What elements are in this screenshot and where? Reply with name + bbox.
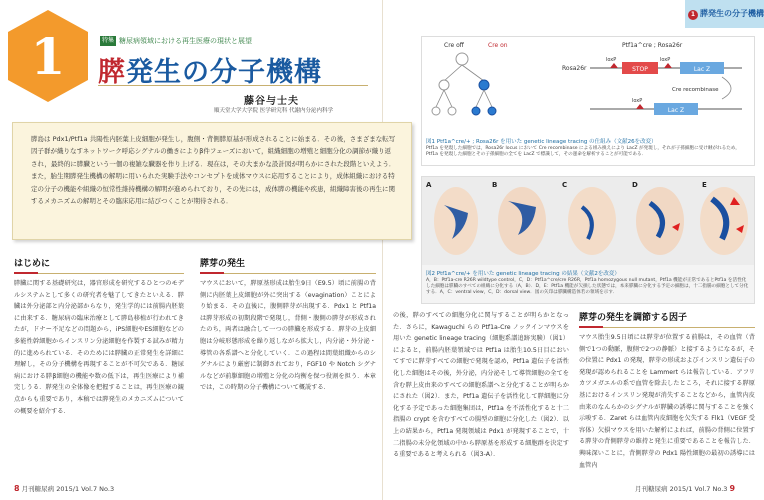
unlabeled-cell xyxy=(439,80,449,90)
figure-2-caption: A，B：Ptf1a-cre R26R wildtype control，C，D：Ptf1a^cre/cre R26R，Ptf1a homozygous null mutant，Ptf1a 機能が正常であるとPtf1a を活性化した細胞は膵臓のすべての組織に分化する（A，B）．D，E：Ptf1a 機能が欠損した状態では，本来膵臓に分化する予定の細胞は，十二指腸の細胞として分化する．A，C：ventral view，C，D：dorsal view．図の矢印は膵臓構造体若の領域を示す． xyxy=(426,278,749,295)
running-head xyxy=(688,8,764,20)
chapter-number-badge xyxy=(6,8,90,104)
cre-recombinase-label: Cre recombinase xyxy=(672,87,719,93)
abstract-box xyxy=(12,122,412,240)
factor-heading: 膵芽の発生を調節する因子 xyxy=(579,310,755,328)
author-name: 藤谷与士夫 xyxy=(244,96,299,107)
abstract-text: 膵島は Pdx1/Ptf1a 共陽性内胚葉上皮細胞が発生し，腹側・背側膵原基が形成されることに始まる．その後，さまざまな転写因子群が織りなすネットワーク呼応シグナルの働きによりβ件フェーズにおいて，組織細胞の増殖と細胞分化の調節が織り返され，最終的に膵臓という一個の複雑な臓器を作り上げる．現在は，その大まかな設計図が明らかにされた段階といえよう．また，胎生期膵発生機構の解明に用いられた実験手法やコンセプトを成体マウスに応用することにより，成体組織における特定の分子の機能や組織の恒常性維持機構の解明が進められており，その先には，成体膵の機能や疾患，組織障害後の再生に関するメカニズムの解明とその臨床応用に結びつくことが期待される． xyxy=(31,135,396,206)
panel-d-label: D xyxy=(632,181,638,189)
running-head-number: 1 xyxy=(688,10,698,20)
author-affiliation: 順天堂大学大学院 医学研究科 代謝内分泌内科学 xyxy=(214,108,333,114)
dev-heading: 膵芽の発生 xyxy=(200,256,376,274)
figure-1-diagram xyxy=(422,37,754,133)
labeled-cell xyxy=(479,80,489,90)
loxp-label-2: loxP xyxy=(660,57,671,63)
recombination-arrow xyxy=(722,77,731,99)
left-page-number: 8 xyxy=(14,484,20,493)
series-title: 糖尿病領域における再生医療の現状と展望 xyxy=(119,37,253,45)
panel-a-label: A xyxy=(426,181,432,189)
ptf1a-cre-label: Ptf1a^cre ; Rosa26r xyxy=(622,42,683,49)
lacz-label-1: Lac Z xyxy=(693,66,711,73)
figure-2-caption-title: 図2 Ptf1a^cre/+ を用いた genetic lineage tracing の結果（文献2を改変） xyxy=(426,271,620,277)
mid-body: の後，膵のすべての細胞分化に関与することが明らかとなった．さらに，Kawaguchi らの Ptf1a-Cre ノックインマウスを用いた genetic lineage tracing（細胞系譜追跡実験）（図1）によると，前腸内胚葉領域では Ptf1a は胎生10.5日目においてすでに膵芽すべての細胞で発現を認め，Ptf1a 遺伝子を活性化した細胞はその後，外分泌，内分泌そして導管細胞の全てを含む膵上皮由来のすべての細胞系譜へと分化することが明らかにされた（図2）．また，Ptf1a 遺伝子を活性化して膵細胞に分化する予定であった細胞集団は，Ptf1a を不活性化すると十二指腸の crypt を含むすべての腸型の細胞に分化した（図2）．以上の結果から，Ptf1a 発現領域は Pdx1 が発現することで，十二指腸の未分化領域の中から膵原基を形成する細胞群を決定する重要であると考えられる（図3-A）． xyxy=(393,312,569,459)
cre-on-label: Cre on xyxy=(488,42,508,49)
right-journal: 月刊糖尿病 2015/1 Vol.7 No.3 xyxy=(635,485,728,493)
left-journal: 月刊糖尿病 2015/1 Vol.7 No.3 xyxy=(21,485,115,493)
title-rest: 発生の分子機構 xyxy=(126,57,322,88)
figure-1-caption-title: 図1 Ptf1a^cre/+ ; Rosa26r を用いた genetic lineage tracing の仕組み（文献26を改変） xyxy=(426,139,657,145)
loxp-label-1: loxP xyxy=(606,57,617,63)
series-label xyxy=(100,36,252,46)
intro-heading: はじめに xyxy=(14,256,184,274)
stop-label: STOP xyxy=(632,66,648,73)
intro-body: 膵臓に関する基礎研究は，器官形成を研究するひとつのモデルシステムとして多くの研究者を魅了してきたといえる．膵臓は外分泌部と内分泌部からなり，発生学的には前腸内胚葉に由来する．糖尿病の臨床治療として膵島移植が行われてきたが，ドナー不足などの問題から，iPS細胞やES細胞などの多能性幹細胞からインスリン分泌細胞を作製する試みが精力的に進められている．そのためには膵臓の正常発生を詳細に理解し，その分子機構を再現することが不可欠である．糖尿病における膵β細胞の機能や数の低下は，再生医療により補完しうる．膵発生の全体像を把握することは，再生医療の観点からも重要であり，本稿では膵発生のメカニズムについての概要を紹介する． xyxy=(14,280,184,415)
panel-b-label: B xyxy=(492,181,498,189)
title-first-char: 膵 xyxy=(98,57,126,88)
factor-body: マウス胎生9.5日頃には膵芽が位置する前腸は，その血管（背側で1つの動脈，腹側で2つの静脈）と接するようになるが，その位置に Pdx1 の発現，膵芽の形成およびインスリン遺伝子の発現が認められることを Lammert らは報告している．アフリカツメガエルの系で血管を除去したところ，それに接する膵原基におけるインスリン発現が消失することなどから，血管内皮由来のなんらかのシグナルが膵臓の誘導に関与することを強く示唆する．Zaret らは血管内皮細胞を欠失する Flk1（VEGF 受容体）欠損マウスを用いた解析によれば，前腸の背側に位置する膵芽の背側膵芽の維持と発生に重要であることを報告した．興味深いことに，背側膵芽の Pdx1 陽性細胞の最初の誘導には血管内 xyxy=(579,334,755,469)
figure-1-caption: Ptf1a を発現した細胞では，Rosa26r locus において Cre recombinase による組み換えにより LacZ が発現し，それが子孫細胞に受け継がれるため，Ptf1a を発現した細胞とその子孫細胞の全てを LacZ で標識して，その運命を解析することが可能である． xyxy=(426,146,740,157)
article-title xyxy=(98,50,322,89)
series-tag: 特集 xyxy=(102,37,115,44)
chapter-number: 1 xyxy=(30,27,66,86)
title-rule xyxy=(98,85,368,86)
running-head-title: 膵発生の分子機構 xyxy=(700,9,764,18)
panel-e-label: E xyxy=(702,181,707,189)
panel-c-label: C xyxy=(562,181,568,189)
right-page-number: 9 xyxy=(729,484,736,493)
right-folio xyxy=(635,484,735,493)
right-page xyxy=(382,0,764,500)
figure-1 xyxy=(421,36,755,166)
figure-2-photos xyxy=(422,177,754,265)
loxp-label-3: loxP xyxy=(632,98,643,104)
figure-2 xyxy=(421,176,755,304)
dev-body: マウスにおいて，膵原基形成は胎生9日（E9.5）頃に前腸の背側に内胚葉上皮細胞が外に突出する（evagination）ことにより始まる．その直後に，腹側膵芽が出現する．Pdx1 と Ptf1a は膵芽形成の初期段階で発現し，背側・腹側の膵芽が形成されたのち，両者は融合して一つの膵臓を形成する．膵芽の上皮細胞は分岐形態形成を繰り返しながら拡大し，内分泌・外分泌・導管の各系譜へと分化していく．この過程は間葉組織からのシグナルにより厳密に制御されており，FGF10 や Notch シグナルなどが前駆細胞の増殖と分化の均衡を保つ役割を担う．本章では，この時期の分子機構について概説する． xyxy=(200,280,376,392)
left-folio xyxy=(14,484,114,493)
rosa26r-label: Rosa26r xyxy=(562,65,587,72)
lacz-label-2: Lac Z xyxy=(667,107,685,114)
root-cell xyxy=(456,53,468,65)
cre-off-label: Cre off xyxy=(444,42,464,49)
